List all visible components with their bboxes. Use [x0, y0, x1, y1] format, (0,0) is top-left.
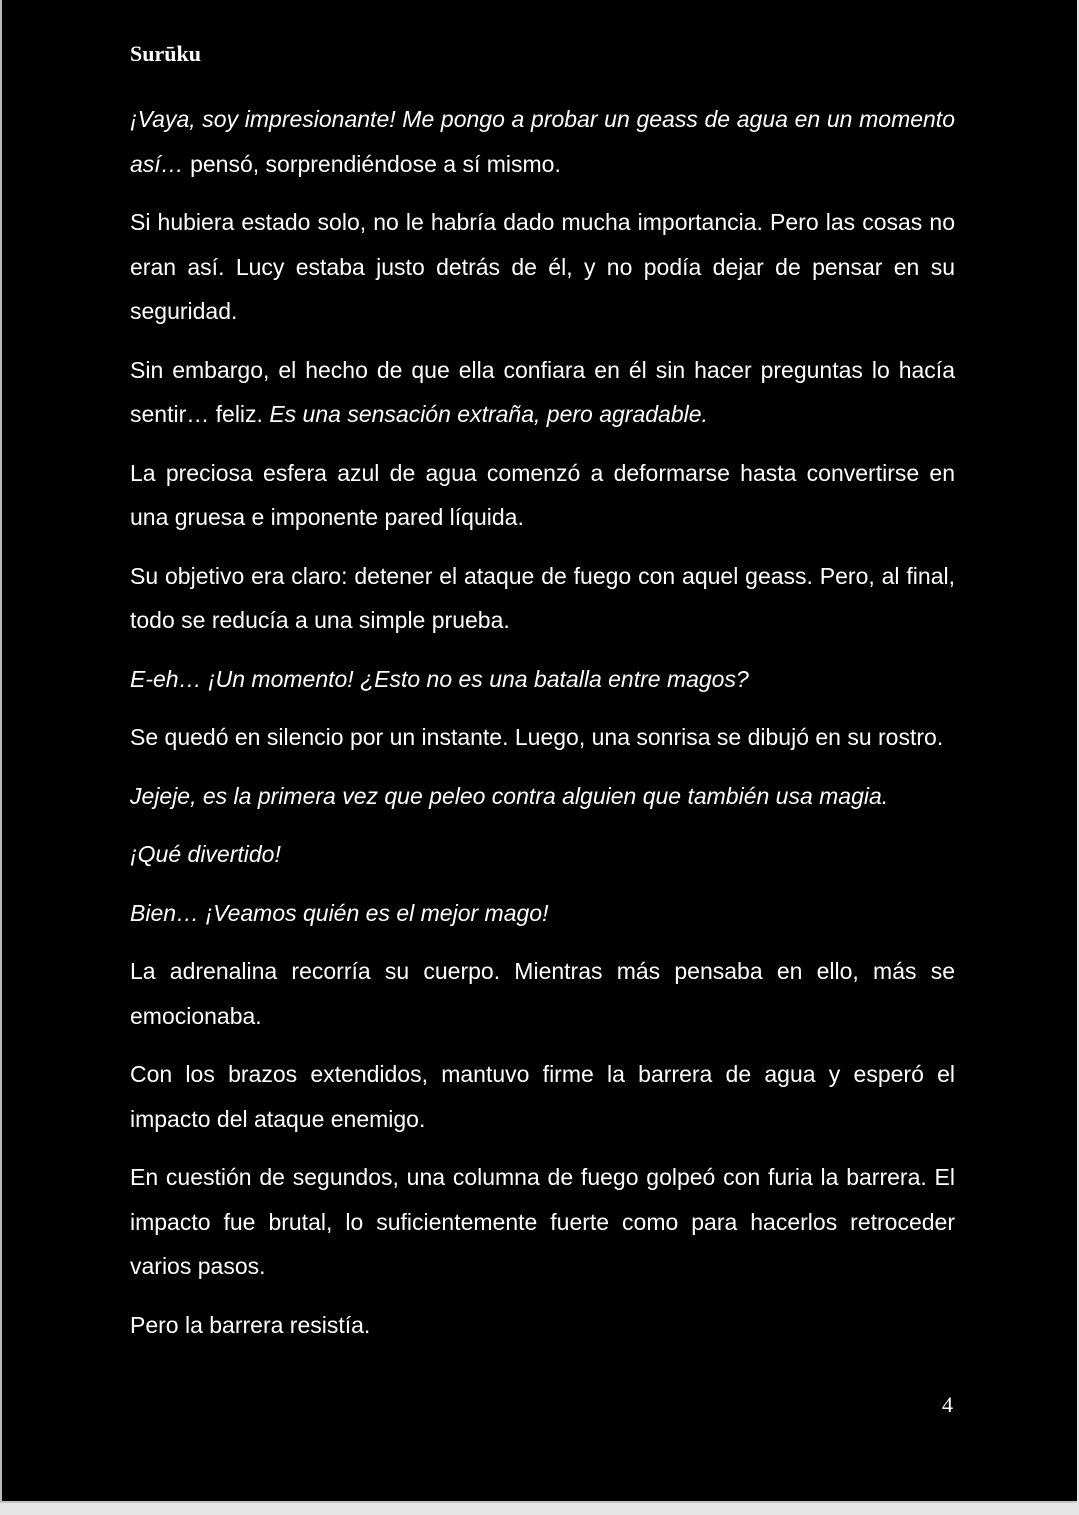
paragraph-text: Se quedó en silencio por un instante. Luego, una sonrisa se dibujó en su rostro.	[130, 724, 944, 750]
paragraph	[130, 1155, 955, 1289]
paragraph-text: En cuestión de segundos, una columna de fuego golpeó con furia la barrera. El impacto fue brutal, lo suficientemente fuerte como para hacerlos retroceder varios pasos.	[130, 1164, 955, 1279]
paragraph	[130, 348, 955, 437]
italic-thought: Es una sensación extraña, pero agradable.	[269, 401, 708, 427]
paragraph	[130, 891, 955, 936]
paragraph-text: Su objetivo era claro: detener el ataque de fuego con aquel geass. Pero, al final, todo se reducía a una simple prueba.	[130, 562, 955, 633]
paragraph	[130, 97, 955, 186]
paragraph	[130, 774, 955, 819]
paragraph	[130, 1303, 955, 1348]
italic-thought: Jejeje, es la primera vez que peleo contra alguien que también usa magia.	[130, 782, 889, 809]
paragraph-text: La adrenalina recorría su cuerpo. Mientras más pensaba en ello, más se emocionaba.	[130, 958, 955, 1029]
paragraph	[130, 949, 955, 1038]
paragraph-text: La preciosa esfera azul de agua comenzó a deformarse hasta convertirse en una gruesa e imponente pared líquida.	[130, 459, 955, 530]
paragraph-text: pensó, sorprendiéndose a sí mismo.	[183, 150, 561, 177]
running-header: Surūku	[130, 41, 201, 66]
paragraph-text: Si hubiera estado solo, no le habría dado mucha importancia. Pero las cosas no eran así. Lucy estaba justo detrás de él, y no podía dejar de pensar en su seguridad.	[130, 209, 955, 324]
page-number: 4	[942, 1392, 953, 1417]
paragraph-text: Sin embargo, el hecho de que ella confiara en él sin hacer preguntas lo hacía sentir… feliz.	[130, 356, 955, 427]
paragraph	[130, 832, 955, 877]
italic-thought: ¡Qué divertido!	[130, 841, 281, 867]
paragraph	[130, 200, 955, 334]
italic-thought: ¡Vaya, soy impresionante! Me pongo a probar un geass de agua en un momento así…	[130, 106, 955, 177]
paragraph-text: Pero la barrera resistía.	[130, 1311, 371, 1338]
paragraph	[130, 715, 955, 760]
italic-thought: E-eh… ¡Un momento! ¿Esto no es una batalla entre magos?	[130, 665, 749, 692]
paragraph-text: Con los brazos extendidos, mantuvo firme la barrera de agua y esperó el impacto del ataque enemigo.	[130, 1061, 955, 1132]
italic-thought: Bien… ¡Veamos quién es el mejor mago!	[130, 899, 549, 926]
body-text	[130, 97, 955, 1361]
paragraph	[130, 1052, 955, 1141]
paragraph	[130, 554, 955, 643]
paragraph	[130, 451, 955, 540]
paragraph	[130, 657, 955, 702]
